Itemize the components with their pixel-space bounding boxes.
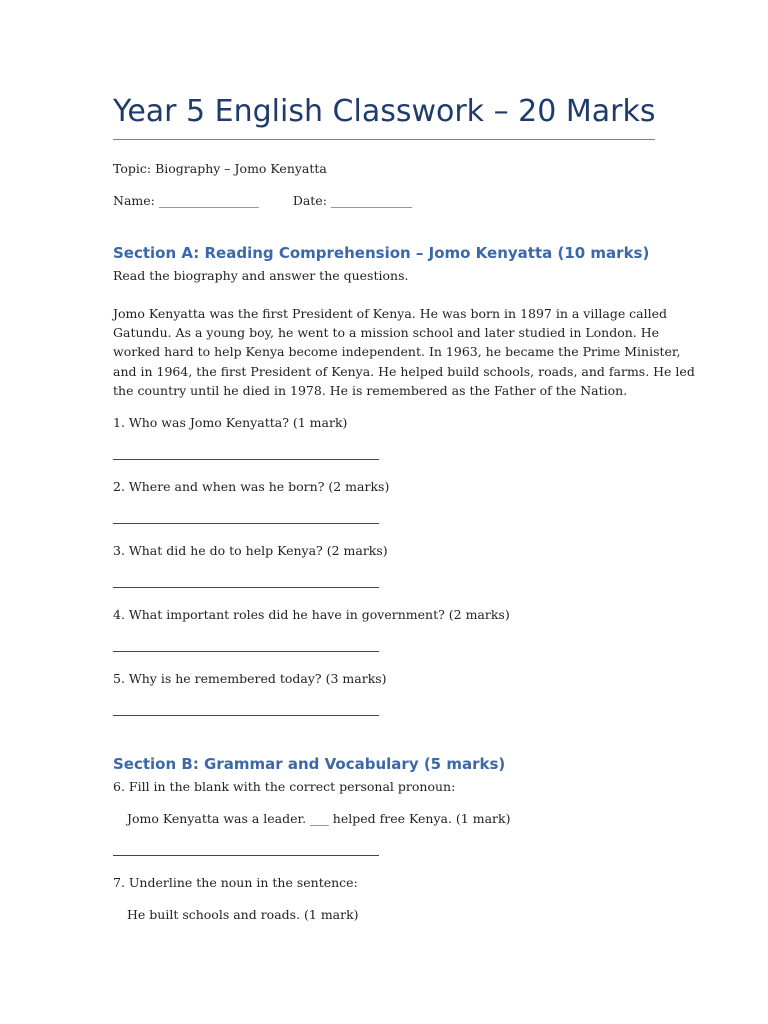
question-3: 3. What did he do to help Kenya? (2 marks) [113, 543, 388, 558]
question-6: 6. Fill in the blank with the correct personal pronoun: [113, 779, 456, 794]
topic-line: Topic: Biography – Jomo Kenyatta [113, 161, 327, 176]
passage-line: and in 1964, the first President of Kenya. He helped build schools, roads, and farms. He led [113, 363, 695, 379]
question-7-sentence: He built schools and roads. (1 mark) [127, 907, 359, 922]
answer-line-3[interactable] [113, 587, 379, 588]
answer-line-2[interactable] [113, 523, 379, 524]
answer-line-1[interactable] [113, 459, 379, 460]
passage-line: worked hard to help Kenya become independent. In 1963, he became the Prime Minister, [113, 344, 681, 360]
section-a-heading: Section A: Reading Comprehension – Jomo Kenyatta (10 marks) [113, 244, 650, 262]
answer-line-5[interactable] [113, 715, 379, 716]
question-1: 1. Who was Jomo Kenyatta? (1 mark) [113, 415, 348, 430]
answer-line-6[interactable] [113, 855, 379, 856]
question-5: 5. Why is he remembered today? (3 marks) [113, 671, 387, 686]
passage-line: the country until he died in 1978. He is remembered as the Father of the Nation. [113, 382, 628, 398]
answer-line-4[interactable] [113, 651, 379, 652]
worksheet-title: Year 5 English Classwork – 20 Marks [113, 94, 656, 129]
passage-line: Gatundu. As a young boy, he went to a mission school and later studied in London. He [113, 325, 660, 341]
question-4: 4. What important roles did he have in government? (2 marks) [113, 607, 510, 622]
passage-line: Jomo Kenyatta was the first President of Kenya. He was born in 1897 in a village called [113, 306, 668, 321]
name-field[interactable]: Name: ________________ [113, 193, 259, 208]
question-7: 7. Underline the noun in the sentence: [113, 875, 358, 890]
question-6-sentence: Jomo Kenyatta was a leader. ___ helped free Kenya. (1 mark) [127, 811, 511, 826]
section-b-heading: Section B: Grammar and Vocabulary (5 marks) [113, 755, 506, 773]
date-field[interactable]: Date: _____________ [292, 193, 413, 208]
title-underline [113, 139, 655, 140]
section-a-instruction: Read the biography and answer the questions. [113, 268, 409, 283]
biography-passage [113, 304, 695, 400]
question-2: 2. Where and when was he born? (2 marks) [113, 479, 390, 494]
name-date-row [113, 191, 412, 210]
